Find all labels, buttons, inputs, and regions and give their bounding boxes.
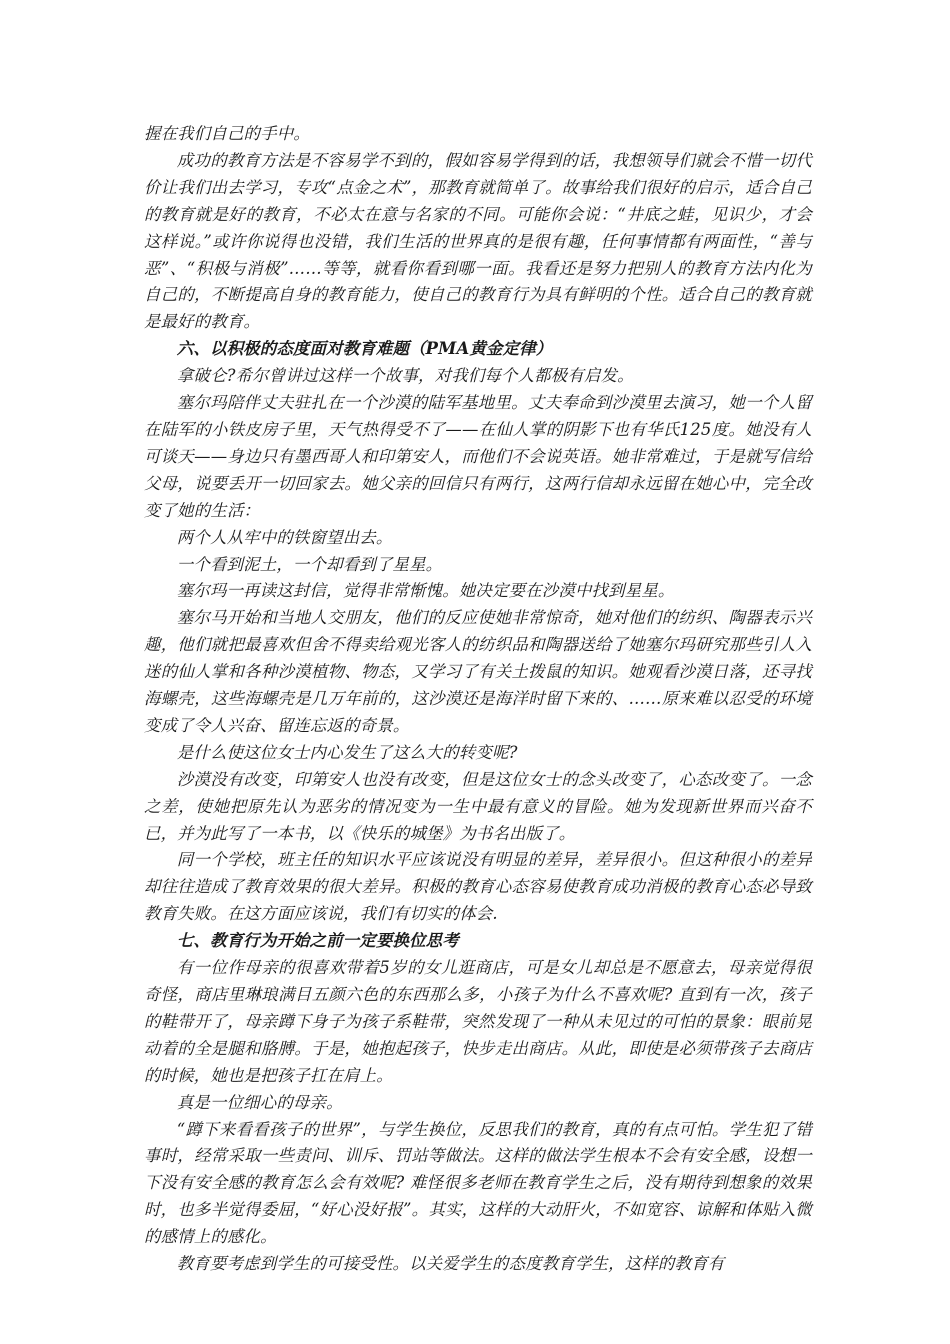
paragraph: 成功的教育方法是不容易学不到的，假如容易学得到的话，我想领导们就会不惜一切代价让我们出去学习，专攻“点金之术”，那教育就简单了。故事给我们很好的启示，适合自己的教育就是好的教育，不必太在意与名家的不同。可能你会说：“井底之蛙，见识少，才会这样说。”或许你说得也没错，我们生活的世界真的是很有趣，任何事情都有两面性，“善与恶”、“积极与消极”……等等，就看你看到哪一面。我看还是努力把别人的教育方法内化为自己的，不断提高自身的教育能力，使自己的教育行为具有鲜明的个性。适合自己的教育就是最好的教育。 [144,150,812,332]
document-body [144,121,812,1278]
paragraph: 塞尔玛陪伴丈夫驻扎在一个沙漠的陆军基地里。丈夫奉命到沙漠里去演习，她一个人留在陆军的小铁皮房子里，天气热得受不了——在仙人掌的阴影下也有华氏125度。她没有人可谈天——身边只有墨西哥人和印第安人，而他们不会说英语。她非常难过，于是就写信给父母，说要丢开一切回家去。她父亲的回信只有两行，这两行信却永远留在她心中，完全改变了她的生活： [144,393,812,520]
paragraph: 真是一位细心的母亲。 [176,1092,343,1112]
paragraph: 沙漠没有改变，印第安人也没有改变，但是这位女士的念头改变了，心态改变了。一念之差，使她把原先认为恶劣的情况变为一生中最有意义的冒险。她为发现新世界而兴奋不已，并为此写了一本书，以《快乐的城堡》为书名出版了。 [144,769,812,843]
paragraph: 一个看到泥土，一个却看到了星星。 [176,554,443,574]
paragraph: 有一位作母亲的很喜欢带着5岁的女儿逛商店，可是女儿却总是不愿意去，母亲觉得很奇怪，商店里琳琅满目五颜六色的东西那么多，小孩子为什么不喜欢呢? 直到有一次，孩子的鞋带开了，母亲蹲下身子为孩子系鞋带，突然发现了一种从未见过的可怕的景象：眼前晃动着的全是腿和胳膊。于是，她抱起孩子，快步走出商店。从此，即使是必须带孩子去商店的时候，她也是把孩子扛在肩上。 [144,958,812,1085]
paragraph-truncated: 教育要考虑到学生的可接受性。以关爱学生的态度教育学生，这样的教育有 [176,1254,725,1274]
paragraph: 两个人从牢中的铁窗望出去。 [176,527,393,547]
paragraph: 塞尔马开始和当地人交朋友，他们的反应使她非常惊奇，她对他们的纺织、陶器表示兴趣，他们就把最喜欢但舍不得卖给观光客人的纺织品和陶器送给了她塞尔玛研究那些引人入迷的仙人掌和各种沙漠植物、物态，又学习了有关土拨鼠的知识。她观看沙漠日落，还寻找海螺壳，这些海螺壳是几万年前的，这沙漠还是海洋时留下来的、……原来难以忍受的环境变成了令人兴奋、留连忘返的奇景。 [144,608,812,735]
section-heading-7: 七、教育行为开始之前一定要换位思考 [176,931,459,951]
paragraph: 同一个学校，班主任的知识水平应该说没有明显的差异，差异很小。但这种很小的差异却往往造成了教育效果的很大差异。积极的教育心态容易使教育成功消极的教育心态必导致教育失败。在这方面应该说，我们有切实的体会. [144,850,812,924]
paragraph-continuation: 握在我们自己的手中。 [144,124,310,143]
paragraph: 拿破仑?希尔曾讲过这样一个故事，对我们每个人都极有启发。 [176,366,634,386]
paragraph: “蹲下来看看孩子的世界”，与学生换位，反思我们的教育，真的有点可怕。学生犯了错事时，经常采取一些责问、训斥、罚站等做法。这样的做法学生根本不会有安全感，设想一下没有安全感的教育怎么会有效呢? 难怪很多老师在教育学生之后，没有期待到想象的效果时，也多半觉得委屈，“好心没好报”。其实，这样的大动肝火，不如宽容、谅解和体贴入微的感情上的感化。 [144,1119,812,1247]
paragraph: 是什么使这位女士内心发生了这么大的转变呢? [176,742,518,762]
section-heading-6: 六、以积极的态度面对教育难题（PMA黄金定律） [176,339,553,359]
paragraph: 塞尔玛一再读这封信，觉得非常惭愧。她决定要在沙漠中找到星星。 [176,581,675,601]
